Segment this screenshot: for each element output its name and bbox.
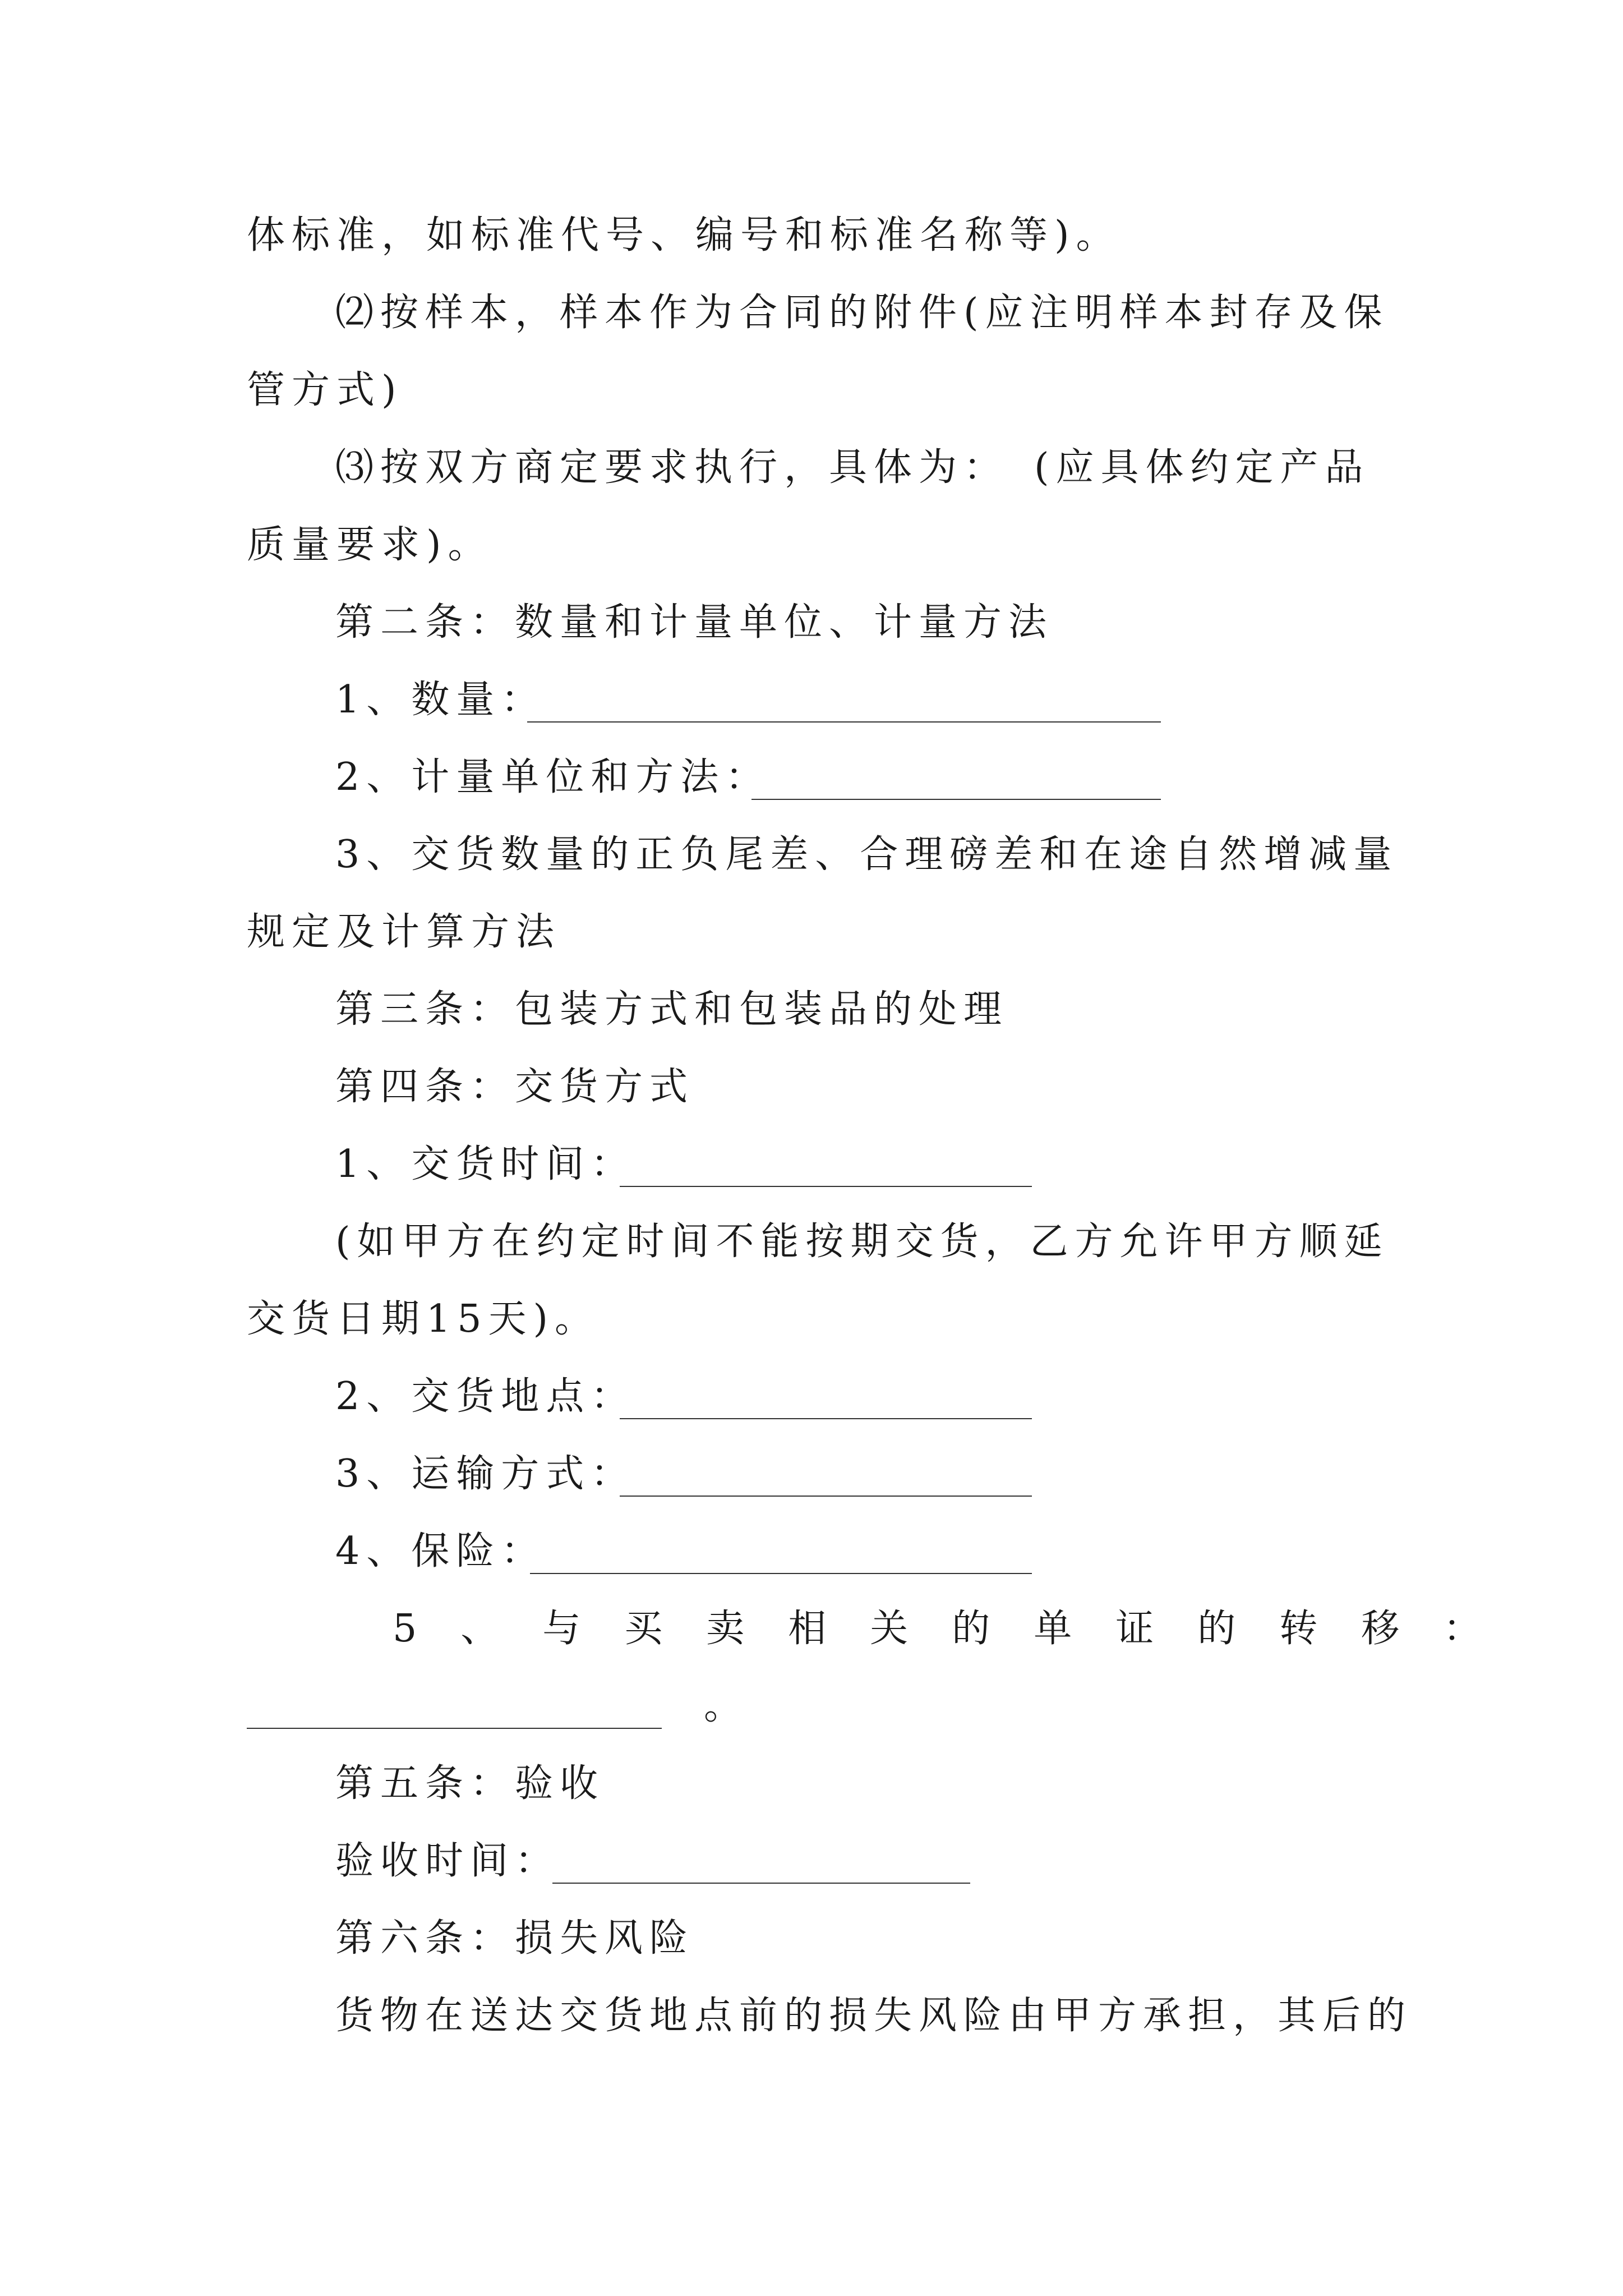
- field-label: 1、数量：: [335, 678, 546, 722]
- fill-blank: [620, 1496, 1032, 1497]
- section-heading: 第三条：包装方式和包装品的处理: [335, 987, 1009, 1032]
- text-line: 质量要求)。: [247, 523, 493, 567]
- fill-blank: [751, 799, 1161, 800]
- text-line: 。: [704, 1684, 749, 1728]
- text-line: 交货日期15天)。: [247, 1297, 600, 1341]
- text-line: 规定及计算方法: [247, 910, 561, 954]
- fill-blank: [530, 1573, 1032, 1574]
- text-line: 3、交货数量的正负尾差、合理磅差和在途自然增减量: [335, 832, 1399, 877]
- text-line: 体标准，如标准代号、编号和标准名称等)。: [247, 213, 1121, 257]
- text-line: 货物在送达交货地点前的损失风险由甲方承担，其后的: [335, 1994, 1413, 2038]
- fill-blank: [527, 721, 1161, 723]
- fill-blank: [552, 1883, 970, 1884]
- fill-blank: [620, 1418, 1032, 1419]
- section-heading: 第六条：损失风险: [335, 1916, 695, 1961]
- field-label: 2、计量单位和方法：: [335, 755, 771, 799]
- section-heading: 第四条：交货方式: [335, 1065, 695, 1109]
- field-label: 验收时间：: [335, 1839, 560, 1883]
- text-line: ⑶按双方商定要求执行，具体为： (应具体约定产品: [335, 445, 1370, 490]
- field-label: 4、保险：: [335, 1529, 546, 1573]
- text-line: ⑵按样本，样本作为合同的附件(应注明样本封存及保: [335, 291, 1389, 335]
- section-heading: 第二条：数量和计量单位、计量方法: [335, 600, 1054, 645]
- fill-blank: [247, 1728, 662, 1729]
- text-line: 管方式): [247, 368, 403, 412]
- field-label: 2、交货地点：: [335, 1374, 636, 1419]
- field-label: 1、交货时间：: [335, 1142, 636, 1186]
- field-label: 5、与买卖相关的单证的转移：: [393, 1607, 1525, 1651]
- section-heading: 第五条：验收: [335, 1761, 605, 1806]
- field-label: 3、运输方式：: [335, 1452, 636, 1496]
- fill-blank: [620, 1186, 1032, 1187]
- text-line: (如甲方在约定时间不能按期交货，乙方允许甲方顺延: [335, 1220, 1389, 1264]
